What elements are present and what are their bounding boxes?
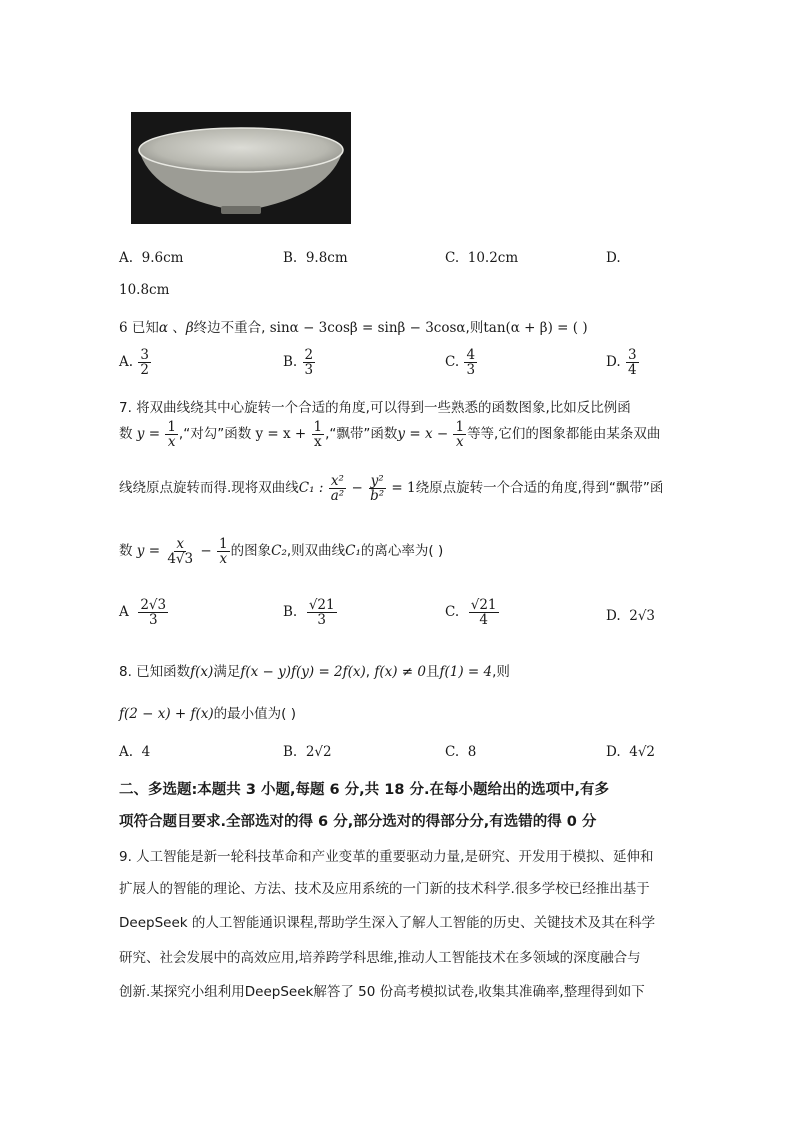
- option-text: 4√2: [629, 744, 656, 760]
- q7-func-3: y = x −: [397, 426, 449, 443]
- option-label: B.: [283, 354, 298, 371]
- frac-den: 2: [140, 362, 149, 379]
- q7-text: 线绕原点旋转而得.现将双曲线: [119, 480, 299, 497]
- frac-den: 4√3: [167, 551, 194, 568]
- option-fraction: [464, 348, 477, 377]
- question-number: 6: [119, 320, 128, 336]
- frac-num: 4: [466, 347, 476, 363]
- q9-line-3: DeepSeek 的人工智能通识课程,帮助学生深入了解人工智能的历史、关键技术及其在科学: [119, 915, 656, 931]
- q7-frac-2: [312, 420, 325, 449]
- frac-den: a²: [330, 488, 345, 505]
- q8-text: ,则: [492, 664, 510, 680]
- frac-den: 3: [317, 612, 326, 629]
- frac-num: 2: [304, 347, 314, 363]
- option-label: C.: [445, 354, 460, 371]
- q7-func-2: y = x +: [255, 426, 307, 443]
- q9-line-5: 创新.某探究小组利用DeepSeek解答了 50 份高考模拟试卷,收集其准确率,整理得到如下: [119, 984, 645, 1000]
- frac-num: 1: [313, 419, 323, 435]
- option-fraction: [626, 348, 639, 377]
- frac-den: 3: [466, 362, 476, 379]
- q7-text: ,则双曲线: [286, 543, 346, 560]
- q8-text: 满足: [213, 664, 241, 680]
- frac-num: 1: [219, 536, 228, 552]
- q8-option-a: [119, 744, 150, 760]
- option-label: B.: [283, 250, 298, 266]
- q7-text: ,“飘带”函数: [325, 426, 398, 443]
- option-label: B.: [283, 744, 298, 760]
- q6-stem: [119, 316, 588, 336]
- frac-num: 3: [140, 347, 149, 363]
- option-text: 2√3: [629, 608, 656, 624]
- option-label: C.: [445, 744, 460, 760]
- frac-den: 4: [627, 362, 637, 379]
- minus-sign: −: [200, 543, 212, 560]
- q6-option-d: [606, 348, 640, 377]
- option-text: 10.2cm: [467, 250, 519, 266]
- q5-option-d-value: 10.8cm: [119, 282, 170, 298]
- q9-line-2: 扩展人的智能的理论、方法、技术及应用系统的一门新的技术科学.很多学校已经推出基于: [119, 881, 650, 897]
- q7-frac-y2: [368, 474, 386, 503]
- q6-text-b: 终边不重合,: [193, 320, 266, 336]
- frac-den: x: [314, 434, 322, 451]
- q8-text: 且: [426, 664, 440, 680]
- frac-den: x: [167, 434, 176, 451]
- option-label: A.: [119, 744, 134, 760]
- q7-text: ,“对勾”函数: [178, 426, 252, 443]
- q7-text: 绕原点旋转一个合适的角度,得到“飘带”函: [415, 480, 664, 497]
- section-heading-line-2: 项符合题目要求.全部选对的得 6 分,部分选对的得部分分,有选错的得 0 分: [119, 814, 597, 830]
- frac-den: 3: [148, 612, 158, 629]
- option-label: D.: [606, 608, 621, 624]
- option-fraction: [469, 598, 499, 627]
- q7-frac-3: [453, 420, 466, 449]
- q7-func-1: y =: [136, 426, 161, 443]
- frac-num: √21: [470, 597, 497, 613]
- q7-text: 数: [119, 543, 133, 560]
- q9-line-4: 研究、社会发展中的高效应用,培养跨学科思维,推动人工智能技术在多领域的深度融合与: [119, 950, 641, 966]
- q7-text: 数: [119, 426, 133, 443]
- q6-sep: 、: [172, 320, 186, 336]
- q5-option-b: [283, 250, 348, 266]
- q8-equation: f(x − y)f(y) = 2f(x): [240, 664, 366, 680]
- q8-text: 8. 已知函数: [119, 664, 191, 680]
- option-text: 9.8cm: [305, 250, 348, 266]
- frac-den: x: [455, 434, 464, 451]
- frac-num: √21: [308, 597, 335, 613]
- option-label: B.: [283, 604, 298, 621]
- curve-c1: C₁ :: [298, 480, 324, 497]
- q7-frac-1: [165, 420, 178, 449]
- q8-expression: f(2 − x) + f(x): [119, 706, 214, 722]
- frac-num: x: [176, 536, 185, 552]
- q7-line-4: [119, 537, 443, 566]
- option-text: 4: [141, 744, 151, 760]
- q5-option-d: [606, 250, 621, 266]
- q8-func: f(x): [190, 664, 214, 680]
- q8-option-c: [445, 744, 476, 760]
- q8-text: ,: [365, 664, 371, 680]
- q7-func-4: y =: [136, 543, 161, 560]
- q5-option-c: [445, 250, 518, 266]
- option-text: 2√2: [305, 744, 332, 760]
- option-fraction: [303, 348, 316, 377]
- option-label: D.: [606, 250, 621, 266]
- section-heading-line-1: 二、多选题:本题共 3 小题,每题 6 分,共 18 分.在每小题给出的选项中,有多: [119, 782, 609, 798]
- option-fraction: [307, 598, 337, 627]
- frac-num: 1: [167, 419, 176, 435]
- option-label: A.: [119, 354, 134, 371]
- curve-c1: C₁: [345, 543, 361, 560]
- q8-text: 的最小值为( ): [213, 706, 296, 722]
- q7-text: 等等,它们的图象都能由某条双曲: [467, 426, 661, 443]
- equals-one: = 1: [391, 480, 416, 497]
- alpha-symbol: α: [158, 320, 169, 336]
- q8-option-d: [606, 744, 655, 760]
- option-label: D.: [606, 744, 621, 760]
- q7-option-a: [119, 598, 169, 627]
- q7-frac-4: [165, 537, 195, 566]
- frac-num: 2√3: [140, 597, 167, 613]
- beta-symbol: β: [185, 320, 194, 336]
- frac-num: 3: [627, 347, 637, 363]
- frac-num: y²: [370, 473, 384, 489]
- q7-frac-5: [217, 537, 230, 566]
- q6-option-c: [445, 348, 478, 377]
- q7-frac-x2: [329, 474, 346, 503]
- frac-den: 4: [479, 612, 488, 629]
- q7-line-3: [119, 474, 663, 503]
- q7-line-1: 7. 将双曲线绕其中心旋转一个合适的角度,可以得到一些熟悉的函数图象,比如反比例函: [119, 400, 631, 416]
- q8-condition: f(x) ≠ 0: [374, 664, 427, 680]
- option-fraction: [138, 348, 151, 377]
- option-text: 9.6cm: [141, 250, 184, 266]
- q7-line-2: [119, 420, 660, 449]
- q8-option-b: [283, 744, 332, 760]
- option-label: D.: [606, 354, 621, 371]
- q7-text: 的图象: [230, 543, 272, 560]
- frac-den: 3: [304, 362, 314, 379]
- curve-c2: C₂: [271, 543, 287, 560]
- q6-target: tan(α + β) = ( ): [483, 320, 588, 336]
- q8-line-2: [119, 702, 296, 722]
- option-text: 8: [467, 744, 477, 760]
- q9-line-1: 9. 人工智能是新一轮科技革命和产业变革的重要驱动力量,是研究、开发用于模拟、延伸和: [119, 849, 654, 865]
- q6-equation: sinα − 3cosβ = sinβ − 3cosα: [269, 320, 466, 336]
- q7-option-c: [445, 598, 500, 627]
- q7-option-b: [283, 598, 338, 627]
- frac-den: b²: [370, 488, 385, 505]
- q8-line-1: [119, 660, 510, 680]
- q6-option-a: [119, 348, 152, 377]
- option-label: C.: [445, 250, 460, 266]
- bowl-photo: [131, 112, 351, 224]
- q6-text-c: ,则: [465, 320, 484, 336]
- option-label: A: [119, 604, 129, 621]
- frac-num: 1: [455, 419, 465, 435]
- frac-num: x²: [330, 473, 344, 489]
- option-fraction: [138, 598, 168, 627]
- option-label: A.: [119, 250, 134, 266]
- option-label: C.: [445, 604, 460, 621]
- q7-option-d: [606, 608, 655, 624]
- minus-sign: −: [351, 480, 363, 497]
- q8-value: f(1) = 4: [439, 664, 493, 680]
- q7-text: 的离心率为( ): [360, 543, 444, 560]
- q6-option-b: [283, 348, 316, 377]
- q5-option-a: [119, 250, 183, 266]
- frac-den: x: [219, 551, 228, 568]
- q6-text-a: 已知: [131, 320, 159, 336]
